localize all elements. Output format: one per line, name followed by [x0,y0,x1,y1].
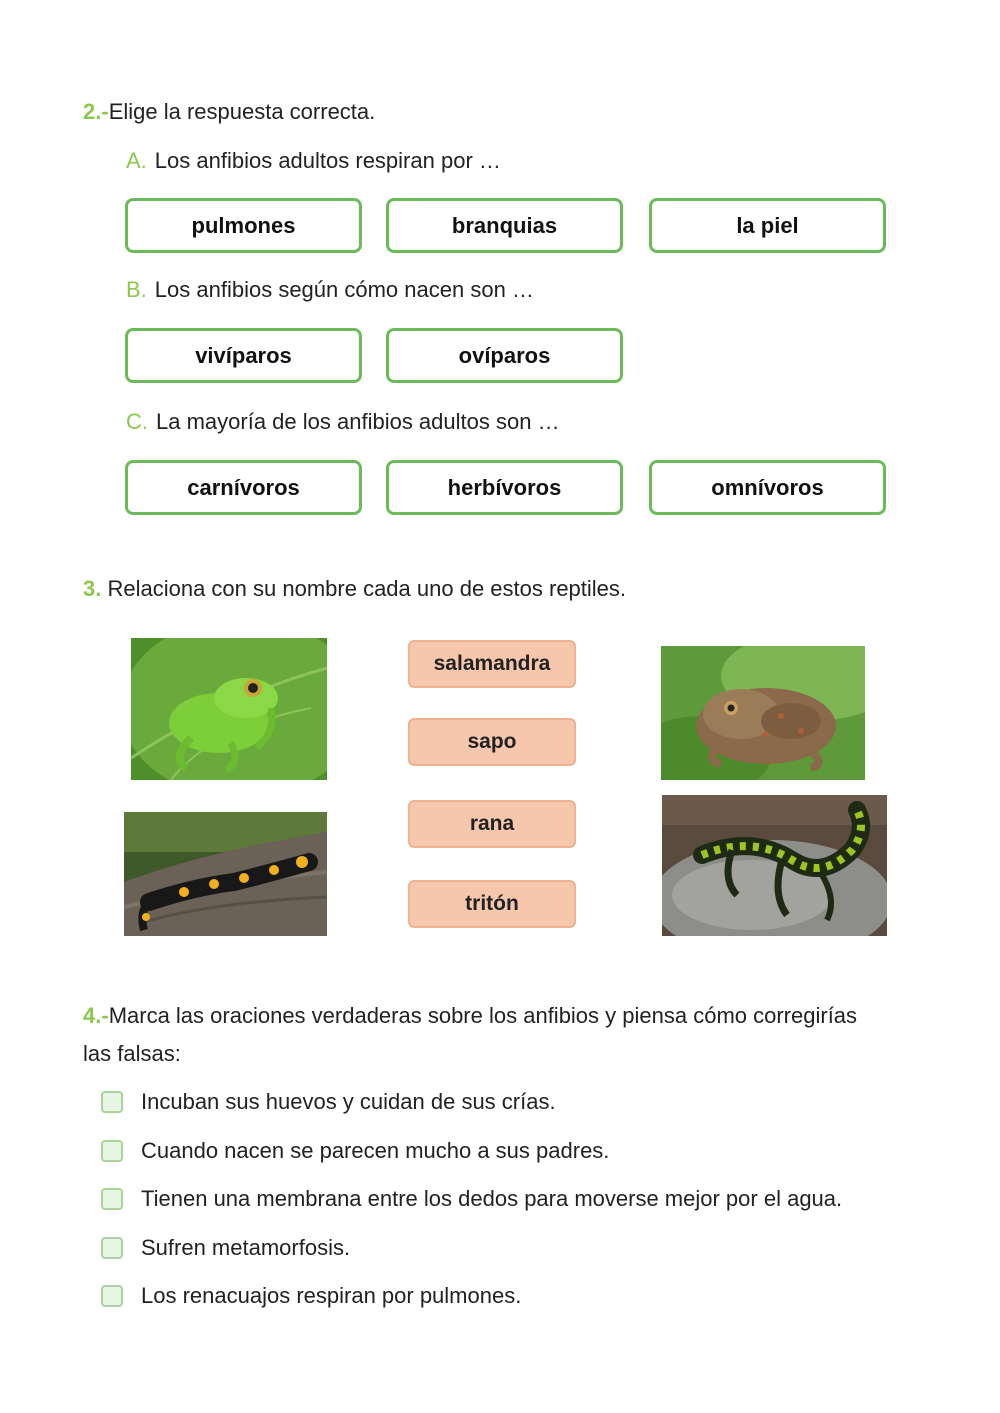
question-2-text: Elige la respuesta correcta. [108,99,376,124]
question-3-title [83,574,626,604]
question-4-number: 4.- [83,1003,109,1028]
question-2a [126,146,501,176]
option-oviparos[interactable]: ovíparos [386,328,623,383]
statement-row [101,1087,556,1117]
option-omnivoros[interactable]: omnívoros [649,460,886,515]
question-3-number: 3. [83,576,102,601]
option-herbivoros[interactable]: herbívoros [386,460,623,515]
question-2-number: 2.- [83,99,109,124]
statement-text: Incuban sus huevos y cuidan de sus crías. [141,1089,556,1114]
question-4-text-line2: las falsas: [83,1041,181,1066]
statement-text: Los renacuajos respiran por pulmones. [141,1283,522,1308]
question-4-text-line1: Marca las oraciones verdaderas sobre los anfibios y piensa cómo corregirías [108,1003,858,1028]
statement-checkbox[interactable] [101,1237,123,1259]
statement-row [101,1233,350,1263]
name-tag-sapo[interactable]: sapo [408,718,576,766]
option-la-piel[interactable]: la piel [649,198,886,253]
statement-text: Sufren metamorfosis. [141,1235,351,1260]
marbled-newt-photo[interactable] [662,795,887,936]
statement-checkbox[interactable] [101,1091,123,1113]
question-2c [126,407,560,437]
option-viviparos[interactable]: vivíparos [125,328,362,383]
name-tag-rana[interactable]: rana [408,800,576,848]
fire-salamander-photo[interactable] [124,812,327,936]
question-2b-letter: B. [126,277,147,302]
question-3-text: Relaciona con su nombre cada uno de estos reptiles. [107,576,627,601]
option-branquias[interactable]: branquias [386,198,623,253]
statement-text: Tienen una membrana entre los dedos para moverse mejor por el agua. [141,1186,843,1211]
toad-photo[interactable] [661,646,865,780]
statement-checkbox[interactable] [101,1285,123,1307]
option-pulmones[interactable]: pulmones [125,198,362,253]
question-2c-letter: C. [126,409,148,434]
question-2b [126,275,534,305]
statement-checkbox[interactable] [101,1188,123,1210]
statement-row [101,1136,609,1166]
name-tag-triton[interactable]: tritón [408,880,576,928]
frog-photo[interactable] [131,638,327,780]
question-2a-text: Los anfibios adultos respiran por … [154,148,501,173]
statement-checkbox[interactable] [101,1140,123,1162]
name-tag-salamandra[interactable]: salamandra [408,640,576,688]
question-2c-text: La mayoría de los anfibios adultos son … [156,409,560,434]
question-2b-text: Los anfibios según cómo nacen son … [154,277,534,302]
statement-row [101,1184,842,1214]
question-2a-letter: A. [126,148,147,173]
question-4-title [83,1001,963,1031]
statement-text: Cuando nacen se parecen mucho a sus padres. [141,1138,610,1163]
question-2-title [83,97,375,127]
option-carnivoros[interactable]: carnívoros [125,460,362,515]
statement-row [101,1281,521,1311]
